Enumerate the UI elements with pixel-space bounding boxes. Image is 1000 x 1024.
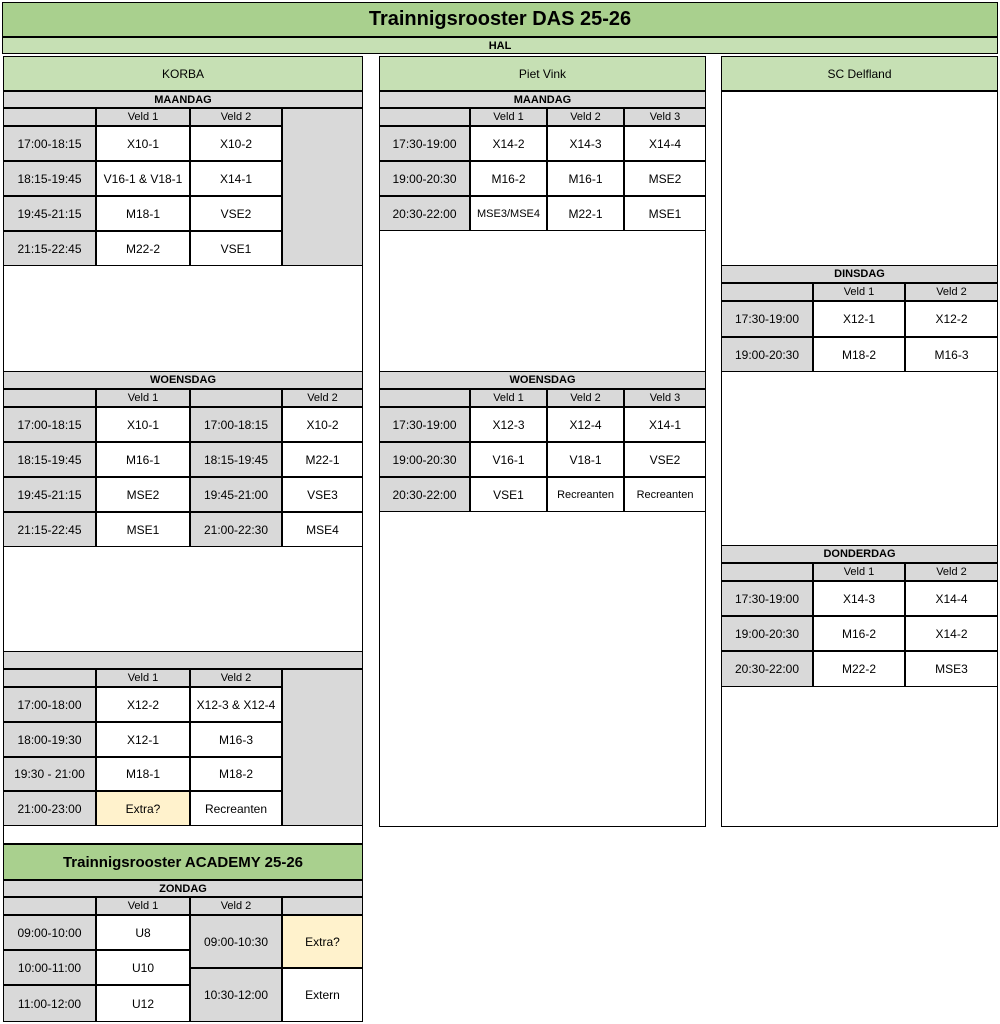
- venue-header-korba: KORBA: [3, 56, 363, 91]
- time-cell: 19:45-21:00: [190, 477, 282, 512]
- team-cell: M16-3: [905, 337, 998, 372]
- time-cell: 17:00-18:00: [3, 687, 96, 722]
- team-cell: X10-2: [282, 407, 363, 442]
- field-header: Veld 3: [624, 389, 706, 407]
- team-cell: MSE3: [905, 651, 998, 687]
- field-header: Veld 2: [190, 897, 282, 915]
- team-cell-highlight: Extra?: [96, 791, 190, 826]
- time-cell: 21:15-22:45: [3, 512, 96, 547]
- team-cell: X12-1: [813, 301, 905, 337]
- team-cell: V16-1 & V18-1: [96, 161, 190, 196]
- team-cell: X14-2: [470, 126, 547, 161]
- team-cell: U8: [96, 915, 190, 950]
- scdelfland-dinsdag-corner: [721, 283, 813, 301]
- team-cell: MSE4: [282, 512, 363, 547]
- korba-third-filler: [282, 669, 363, 826]
- team-cell: M22-1: [282, 442, 363, 477]
- day-header-korba-maandag: MAANDAG: [3, 91, 363, 108]
- field-header: Veld 2: [190, 108, 282, 126]
- team-cell: X12-2: [96, 687, 190, 722]
- field-header: Veld 1: [96, 108, 190, 126]
- page-title: Trainnigsrooster DAS 25-26: [2, 2, 998, 37]
- time-cell: 19:30 - 21:00: [3, 757, 96, 791]
- team-cell: M18-1: [96, 196, 190, 231]
- field-header: Veld 1: [96, 389, 190, 407]
- team-cell: VSE3: [282, 477, 363, 512]
- team-cell: X10-2: [190, 126, 282, 161]
- team-cell: X14-1: [190, 161, 282, 196]
- team-cell: VSE1: [470, 477, 547, 512]
- time-cell: 18:15-19:45: [3, 442, 96, 477]
- time-cell: 17:30-19:00: [721, 581, 813, 616]
- korba-woensdag-corner2: [190, 389, 282, 407]
- time-cell: 19:00-20:30: [721, 337, 813, 372]
- team-cell: Extern: [282, 968, 363, 1022]
- team-cell: X10-1: [96, 407, 190, 442]
- team-cell: U10: [96, 950, 190, 985]
- team-cell: MSE1: [624, 196, 706, 231]
- time-cell: 21:00-23:00: [3, 791, 96, 826]
- time-cell: 19:00-20:30: [379, 161, 470, 196]
- team-cell: X14-3: [813, 581, 905, 616]
- team-cell: V16-1: [470, 442, 547, 477]
- page-subtitle: HAL: [2, 37, 998, 54]
- team-cell-highlight: Extra?: [282, 915, 363, 968]
- day-header-scdelfland-dinsdag: DINSDAG: [721, 265, 998, 283]
- time-cell: 20:30-22:00: [379, 196, 470, 231]
- time-cell: 10:30-12:00: [190, 968, 282, 1022]
- time-cell: 11:00-12:00: [3, 985, 96, 1022]
- team-cell: X12-2: [905, 301, 998, 337]
- field-header: Veld 1: [470, 108, 547, 126]
- venue-header-scdelfland: SC Delfland: [721, 56, 998, 91]
- time-cell: 20:30-22:00: [379, 477, 470, 512]
- korba-third-corner: [3, 669, 96, 687]
- time-cell: 18:15-19:45: [3, 161, 96, 196]
- time-cell: 19:00-20:30: [721, 616, 813, 651]
- time-cell: 21:15-22:45: [3, 231, 96, 266]
- team-cell: MSE2: [624, 161, 706, 196]
- time-cell: 17:30-19:00: [379, 126, 470, 161]
- time-cell: 17:30-19:00: [379, 407, 470, 442]
- team-cell: U12: [96, 985, 190, 1022]
- team-cell: MSE1: [96, 512, 190, 547]
- scdelfland-column: [721, 91, 998, 827]
- day-header-pietvink-woensdag: WOENSDAG: [379, 371, 706, 389]
- team-cell: M22-2: [813, 651, 905, 687]
- time-cell: 19:45-21:15: [3, 196, 96, 231]
- team-cell: V18-1: [547, 442, 624, 477]
- time-cell: 17:00-18:15: [190, 407, 282, 442]
- team-cell: M22-1: [547, 196, 624, 231]
- team-cell: VSE2: [190, 196, 282, 231]
- team-cell: X14-4: [624, 126, 706, 161]
- pietvink-woensdag-corner: [379, 389, 470, 407]
- time-cell: 09:00-10:00: [3, 915, 96, 950]
- time-cell: 20:30-22:00: [721, 651, 813, 687]
- team-cell: VSE1: [190, 231, 282, 266]
- team-cell: MSE2: [96, 477, 190, 512]
- team-cell: Recreanten: [624, 477, 706, 512]
- time-cell: 17:00-18:15: [3, 407, 96, 442]
- time-cell: 10:00-11:00: [3, 950, 96, 985]
- day-header-pietvink-maandag: MAANDAG: [379, 91, 706, 108]
- field-header: Veld 2: [547, 389, 624, 407]
- venue-header-pietvink: Piet Vink: [379, 56, 706, 91]
- team-cell: X12-3: [470, 407, 547, 442]
- field-header: Veld 3: [624, 108, 706, 126]
- team-cell: MSE3/MSE4: [470, 196, 547, 231]
- time-cell: 19:45-21:15: [3, 477, 96, 512]
- field-header: Veld 2: [282, 389, 363, 407]
- team-cell: Recreanten: [547, 477, 624, 512]
- team-cell: X14-4: [905, 581, 998, 616]
- time-cell: 09:00-10:30: [190, 915, 282, 968]
- field-header: Veld 1: [470, 389, 547, 407]
- scdelfland-donderdag-corner: [721, 563, 813, 581]
- team-cell: M16-1: [96, 442, 190, 477]
- team-cell: M18-2: [813, 337, 905, 372]
- team-cell: X12-1: [96, 722, 190, 757]
- team-cell: M16-1: [547, 161, 624, 196]
- team-cell: M16-2: [470, 161, 547, 196]
- korba-woensdag-corner: [3, 389, 96, 407]
- team-cell: M16-3: [190, 722, 282, 757]
- team-cell: M16-2: [813, 616, 905, 651]
- academy-title: Trainnigsrooster ACADEMY 25-26: [3, 844, 363, 880]
- day-header-korba-blank: [3, 651, 363, 669]
- field-header: Veld 2: [190, 669, 282, 687]
- day-header-korba-woensdag: WOENSDAG: [3, 371, 363, 389]
- korba-maandag-filler: [282, 108, 363, 266]
- team-cell: X14-2: [905, 616, 998, 651]
- field-header: Veld 1: [96, 669, 190, 687]
- field-header: Veld 2: [547, 108, 624, 126]
- team-cell: M18-1: [96, 757, 190, 791]
- team-cell: Recreanten: [190, 791, 282, 826]
- day-header-academy-zondag: ZONDAG: [3, 880, 363, 897]
- time-cell: 17:00-18:15: [3, 126, 96, 161]
- field-header: Veld 1: [813, 563, 905, 581]
- academy-corner2: [282, 897, 363, 915]
- team-cell: M18-2: [190, 757, 282, 791]
- field-header: Veld 1: [813, 283, 905, 301]
- time-cell: 19:00-20:30: [379, 442, 470, 477]
- team-cell: VSE2: [624, 442, 706, 477]
- team-cell: X10-1: [96, 126, 190, 161]
- korba-maandag-corner: [3, 108, 96, 126]
- team-cell: X14-3: [547, 126, 624, 161]
- time-cell: 18:00-19:30: [3, 722, 96, 757]
- academy-corner: [3, 897, 96, 915]
- field-header: Veld 2: [905, 563, 998, 581]
- time-cell: 17:30-19:00: [721, 301, 813, 337]
- team-cell: X14-1: [624, 407, 706, 442]
- field-header: Veld 1: [96, 897, 190, 915]
- team-cell: M22-2: [96, 231, 190, 266]
- day-header-scdelfland-donderdag: DONDERDAG: [721, 545, 998, 563]
- time-cell: 21:00-22:30: [190, 512, 282, 547]
- pietvink-maandag-corner: [379, 108, 470, 126]
- team-cell: X12-4: [547, 407, 624, 442]
- time-cell: 18:15-19:45: [190, 442, 282, 477]
- team-cell: X12-3 & X12-4: [190, 687, 282, 722]
- field-header: Veld 2: [905, 283, 998, 301]
